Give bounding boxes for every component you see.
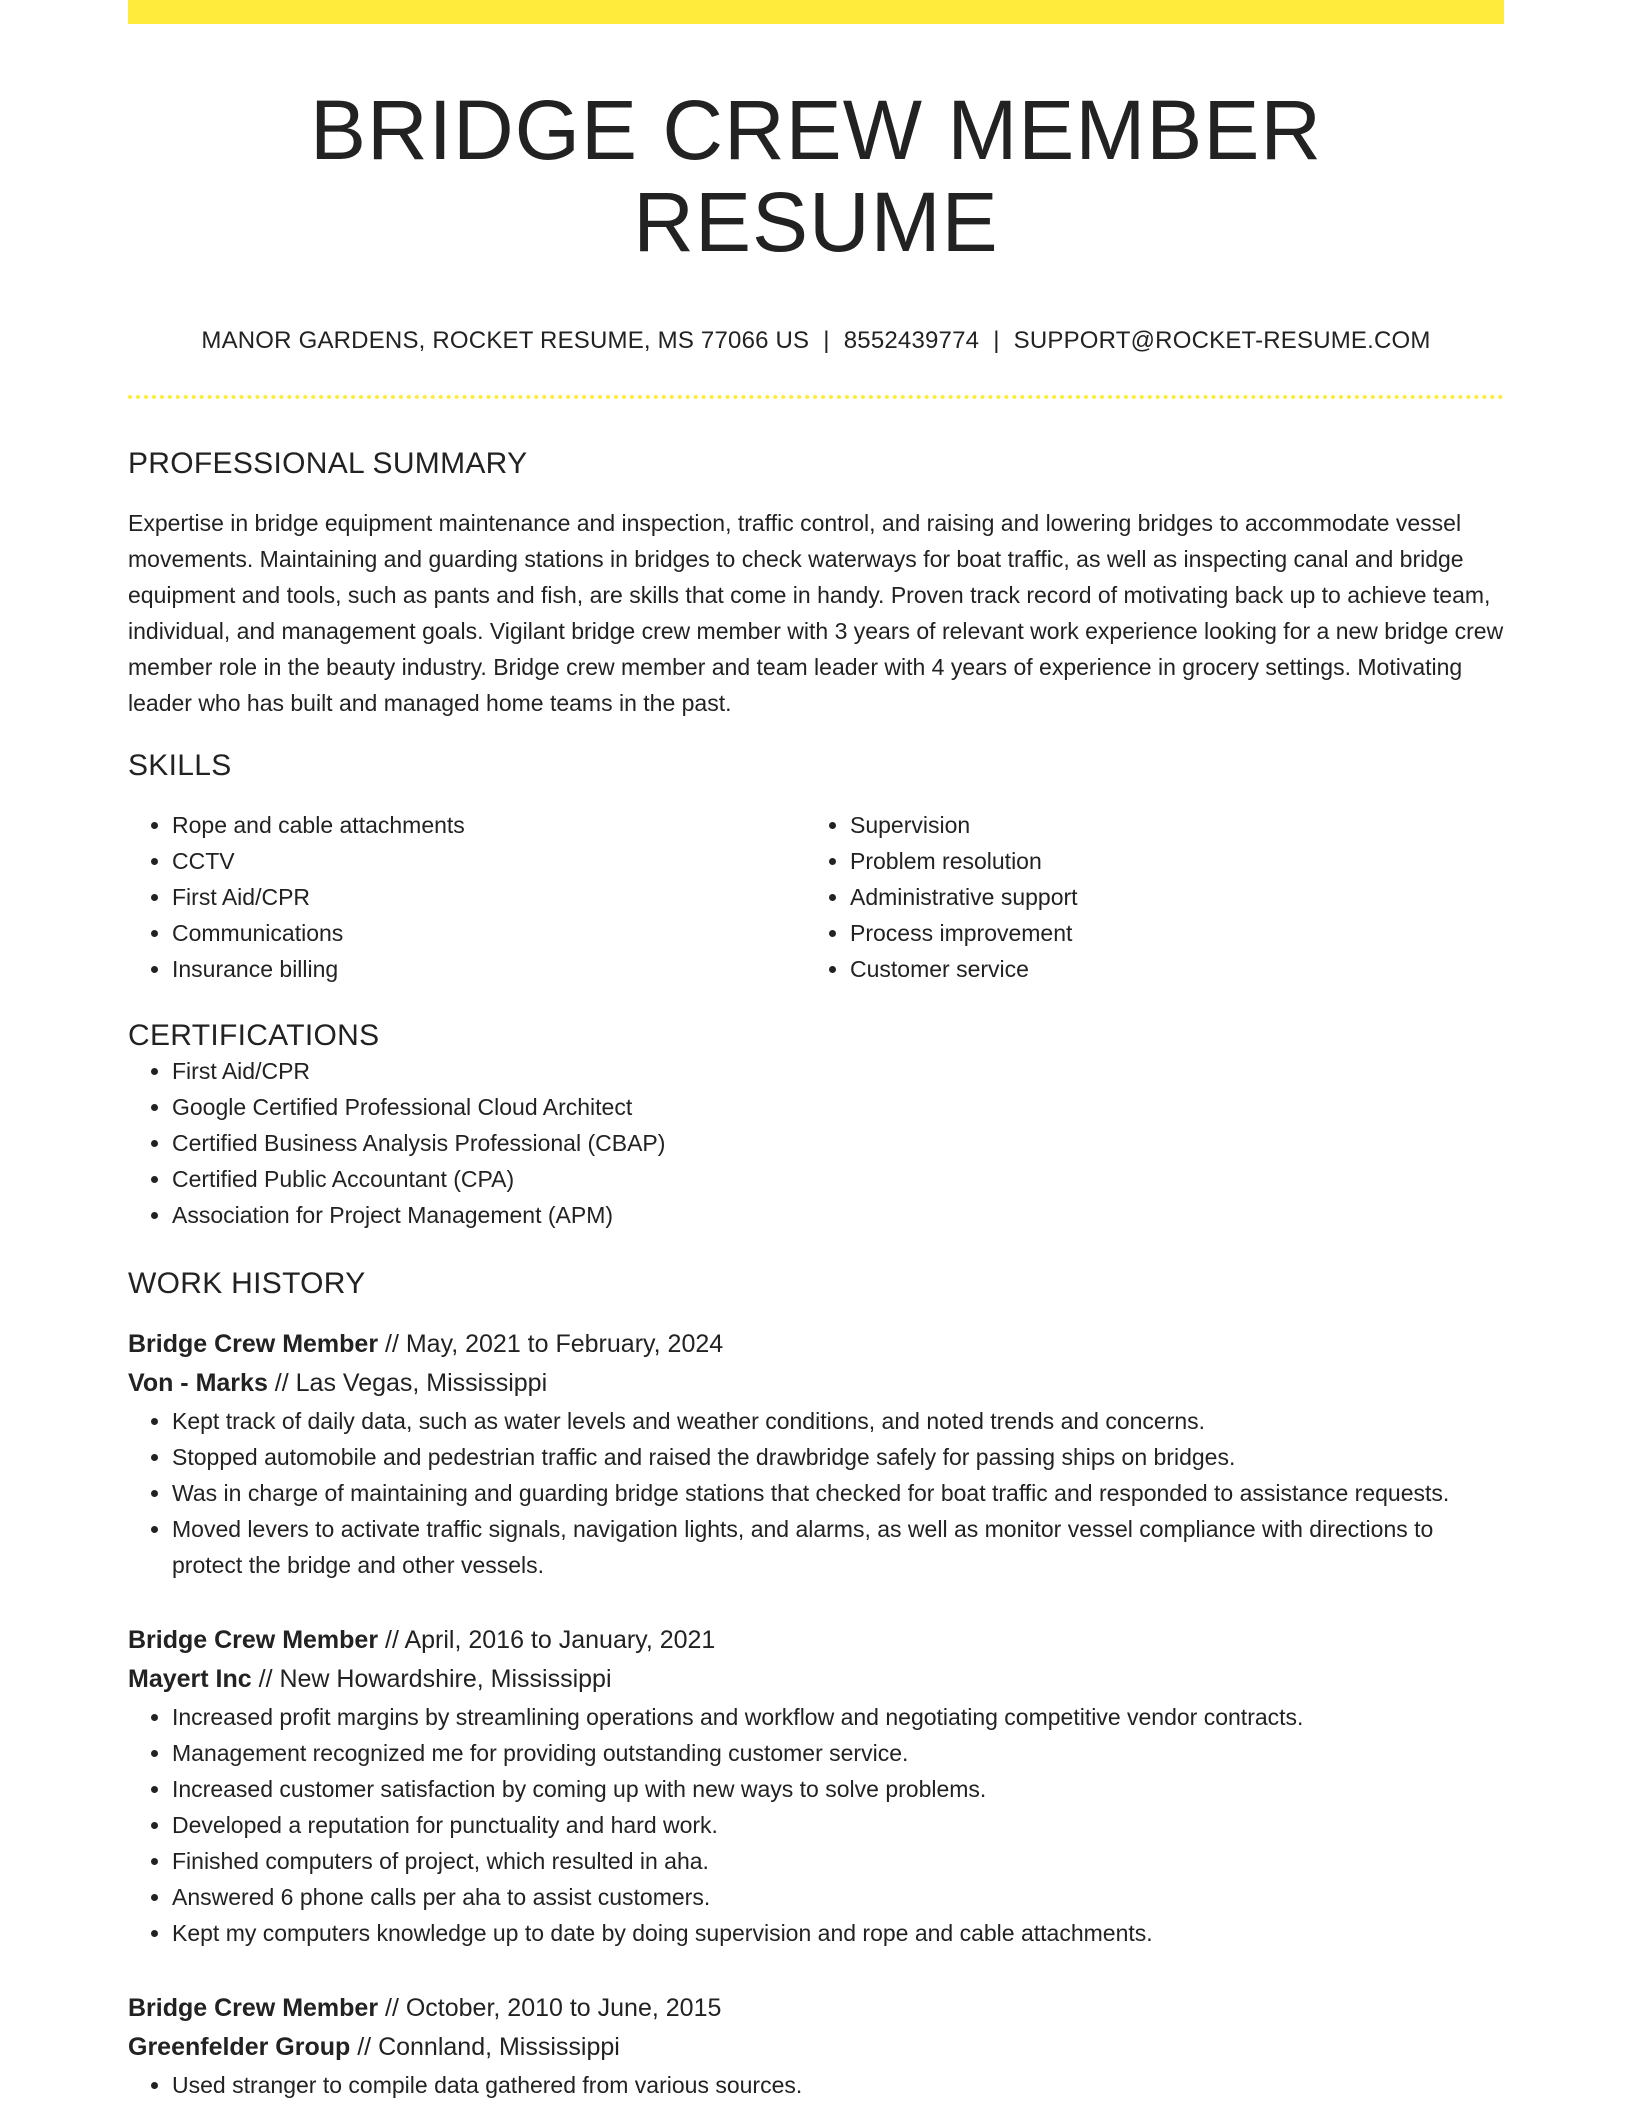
job-entry xyxy=(128,1989,1504,2103)
skill-item: • Process improvement xyxy=(850,915,1484,951)
job-bullet: • Used stranger to compile data gathered from various sources. xyxy=(172,2067,1504,2103)
skill-item: • First Aid/CPR xyxy=(172,879,806,915)
skill-item: • Insurance billing xyxy=(172,951,806,987)
contact-separator: | xyxy=(823,326,830,354)
job-bullet: • Management recognized me for providing outstanding customer service. xyxy=(172,1735,1504,1771)
job-separator: // xyxy=(251,1664,280,1693)
summary-heading: PROFESSIONAL SUMMARY xyxy=(128,446,528,480)
contact-email[interactable]: SUPPORT@ROCKET-RESUME.COM xyxy=(1013,326,1431,354)
job-location: Las Vegas, Mississippi xyxy=(295,1368,548,1397)
skills-list-right xyxy=(806,807,1484,987)
job-entry xyxy=(128,1621,1504,1951)
skill-item: • Rope and cable attachments xyxy=(172,807,806,843)
summary-text: Expertise in bridge equipment maintenance and inspection, traffic control, and raising and lowering bridges to accommodate vessel movements. Maintaining and guarding stations in bridges to check waterways for boat traffic, as well as inspecting canal and bridge equipment and tools, such as pants and fish, are skills that come in handy. Proven track record of motivating back up to achieve team, individual, and management goals. Vigilant bridge crew member with 3 years of relevant work experience looking for a new bridge crew member role in the beauty industry. Bridge crew member and team leader with 4 years of experience in grocery settings. Motivating leader who has built and managed home teams in the past. xyxy=(128,509,1504,716)
skill-item: • CCTV xyxy=(172,843,806,879)
job-bullet: • Stopped automobile and pedestrian traffic and raised the drawbridge safely for passing ships on bridges. xyxy=(172,1439,1504,1475)
job-location: Connland, Mississippi xyxy=(378,2032,620,2061)
job-bullets xyxy=(128,2067,1504,2103)
job-bullets xyxy=(128,1403,1504,1583)
certification-item: • Certified Public Accountant (CPA) xyxy=(172,1161,1504,1197)
top-accent-bar xyxy=(128,0,1504,24)
job-separator: // xyxy=(378,1993,406,2022)
job-bullets xyxy=(128,1699,1504,1951)
job-role-line xyxy=(128,1621,1504,1660)
job-role: Bridge Crew Member xyxy=(128,1625,379,1654)
job-company-line xyxy=(128,2028,1504,2067)
skills-heading: SKILLS xyxy=(128,748,232,782)
skills-list-left xyxy=(128,807,806,987)
job-bullet: • Kept my computers knowledge up to date by doing supervision and rope and cable attachments. xyxy=(172,1915,1504,1951)
job-company-line xyxy=(128,1660,1504,1699)
job-dates: April, 2016 to January, 2021 xyxy=(404,1625,716,1654)
resume-page xyxy=(128,0,1504,2103)
job-bullet: • Finished computers of project, which resulted in aha. xyxy=(172,1843,1504,1879)
job-separator: // xyxy=(267,1368,296,1397)
skill-item: • Customer service xyxy=(850,951,1484,987)
dotted-divider xyxy=(128,395,1504,399)
job-separator: // xyxy=(378,1625,405,1654)
job-role-line xyxy=(128,1325,1504,1364)
work-history-heading: WORK HISTORY xyxy=(128,1266,366,1300)
skills-grid xyxy=(128,807,1504,987)
certification-item: • First Aid/CPR xyxy=(172,1053,1504,1089)
contact-line xyxy=(128,327,1504,355)
skills-column-left xyxy=(128,807,806,987)
job-role-line xyxy=(128,1989,1504,2028)
skill-item: • Supervision xyxy=(850,807,1484,843)
certifications-heading: CERTIFICATIONS xyxy=(128,1018,380,1052)
job-bullet: • Moved levers to activate traffic signals, navigation lights, and alarms, as well as monitor vessel compliance with directions to protect the bridge and other vessels. xyxy=(172,1511,1504,1583)
job-bullet: • Increased customer satisfaction by coming up with new ways to solve problems. xyxy=(172,1771,1504,1807)
contact-phone[interactable]: 8552439774 xyxy=(843,326,980,354)
contact-separator: | xyxy=(993,326,1000,354)
contact-address: MANOR GARDENS, ROCKET RESUME, MS 77066 US xyxy=(201,326,810,354)
job-bullet: • Kept track of daily data, such as water levels and weather conditions, and noted trends and concerns. xyxy=(172,1403,1504,1439)
job-company: Mayert Inc xyxy=(128,1664,252,1693)
resume-title: BRIDGE CREW MEMBER RESUME xyxy=(309,83,1323,270)
job-entry xyxy=(128,1325,1504,1583)
job-dates: October, 2010 to June, 2015 xyxy=(405,1993,722,2022)
job-role: Bridge Crew Member xyxy=(128,1993,379,2022)
skills-column-right xyxy=(806,807,1484,987)
job-role: Bridge Crew Member xyxy=(128,1329,379,1358)
job-bullet: • Was in charge of maintaining and guarding bridge stations that checked for boat traffic and responded to assistance requests. xyxy=(172,1475,1504,1511)
job-company: Greenfelder Group xyxy=(128,2032,351,2061)
certification-item: • Certified Business Analysis Professional (CBAP) xyxy=(172,1125,1504,1161)
job-separator: // xyxy=(378,1329,406,1358)
skill-item: • Communications xyxy=(172,915,806,951)
certification-item: • Google Certified Professional Cloud Architect xyxy=(172,1089,1504,1125)
job-location: New Howardshire, Mississippi xyxy=(279,1664,612,1693)
certification-item: • Association for Project Management (APM) xyxy=(172,1197,1504,1233)
certifications-list xyxy=(128,1053,1504,1233)
skill-item: • Problem resolution xyxy=(850,843,1484,879)
job-company-line xyxy=(128,1364,1504,1403)
job-bullet: • Answered 6 phone calls per aha to assist customers. xyxy=(172,1879,1504,1915)
job-bullet: • Developed a reputation for punctuality and hard work. xyxy=(172,1807,1504,1843)
job-bullet: • Increased profit margins by streamlining operations and workflow and negotiating competitive vendor contracts. xyxy=(172,1699,1504,1735)
skill-item: • Administrative support xyxy=(850,879,1484,915)
job-dates: May, 2021 to February, 2024 xyxy=(405,1329,724,1358)
job-separator: // xyxy=(350,2032,379,2061)
job-company: Von - Marks xyxy=(128,1368,268,1397)
